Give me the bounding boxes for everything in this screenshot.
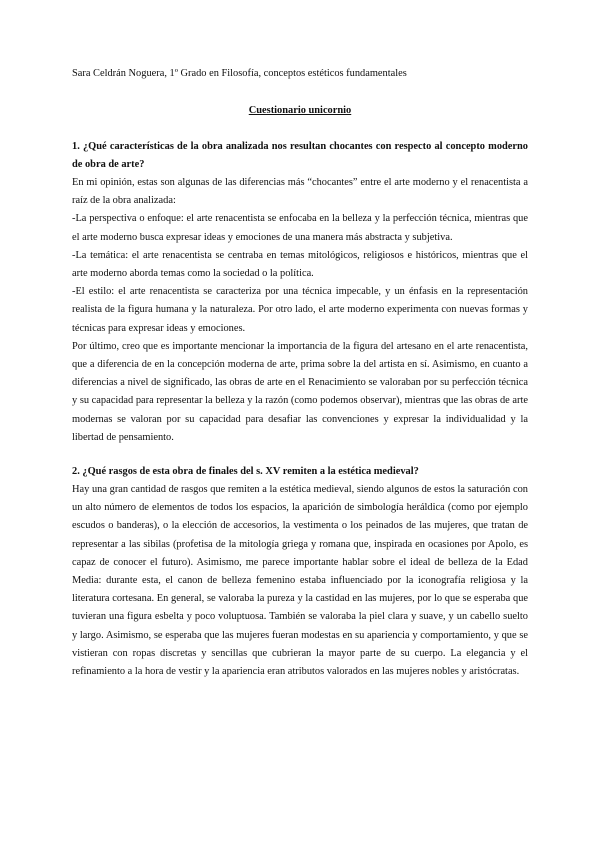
answer-paragraph: Hay una gran cantidad de rasgos que remiten a la estética medieval, siendo algunos de estos la saturación con un alto número de elementos de todos los espacios, la aparición de simbología heráldica (como por ejemplo escudos o banderas), o la elección de accesorios, la vestimenta o los peinados de las mujeres, que tratan de representar a las sibilas (profetisa de la mitología griega y romana que, inspirada en ocasiones por Apolo, es capaz de conocer el futuro). Asimismo, me parece importante hablar sobre el ideal de belleza de la Edad Media: durante esta, el canon de belleza femenino estaba influenciado por la iconografía religiosa y la literatura cortesana. En general, se valoraba la pureza y la castidad en las mujeres, por lo que se esperaba que tuvieran una figura esbelta y poco voluptuosa. También se valoraba la piel clara y suave, y un cabello suelto y largo. Asimismo, se esperaba que las mujeres fueran modestas en su apariencia y comportamiento, y que se vistieran con ropas discretas y sencillas que cubrieran la mayor parte de su cuerpo. La elegancia y el refinamiento a la hora de vestir y la apariencia eran atributos valorados en las mujeres nobles y aristócratas. bbox=[72, 484, 528, 678]
question-section-2 bbox=[72, 463, 528, 681]
answer-paragraph: -La perspectiva o enfoque: el arte renacentista se enfocaba en la belleza y la perfección técnica, mientras que el arte moderno busca expresar ideas y emociones de una manera más abstracta y subjetiva. bbox=[72, 213, 528, 243]
answer-paragraph: En mi opinión, estas son algunas de las diferencias más “chocantes” entre el arte moderno y el renacentista a raíz de la obra analizada: bbox=[72, 177, 528, 207]
answer-paragraph: -El estilo: el arte renacentista se caracteriza por una técnica impecable, y un énfasis en la representación realista de la figura humana y la naturaleza. Por otro lado, el arte moderno experimenta con nuevas formas y técnicas para expresar ideas y emociones. bbox=[72, 286, 528, 334]
author-line: Sara Celdrán Noguera, 1º Grado en Filosofía, conceptos estéticos fundamentales bbox=[72, 68, 407, 79]
page-title: Cuestionario unicornio bbox=[248, 105, 352, 116]
answer-paragraph: Por último, creo que es importante mencionar la importancia de la figura del artesano en el arte renacentista, que a diferencia de en la concepción moderna de arte, prima sobre la del artista en sí. Asimismo, en cuanto a diferencias a nivel de significado, las obras de arte en el Renacimiento se valoraban por su perfección técnica y su capacidad para representar la belleza y la razón (como podemos observar), mientras que las obras de arte modernas se valoran por su capacidad para desafiar las convenciones y expresar la individualidad y la libertad de pensamiento. bbox=[72, 340, 528, 443]
question-heading: 2. ¿Qué rasgos de esta obra de finales del s. XV remiten a la estética medieval? bbox=[72, 466, 419, 478]
document-page bbox=[72, 66, 528, 681]
answer-paragraph: -La temática: el arte renacentista se centraba en temas mitológicos, religiosos e históricos, mientras que el arte moderno aborda temas como la sociedad o la política. bbox=[72, 249, 528, 280]
question-section-1 bbox=[72, 138, 528, 447]
question-heading: 1. ¿Qué características de la obra analizada nos resultan chocantes con respecto al concepto moderno de obra de arte? bbox=[72, 141, 528, 170]
